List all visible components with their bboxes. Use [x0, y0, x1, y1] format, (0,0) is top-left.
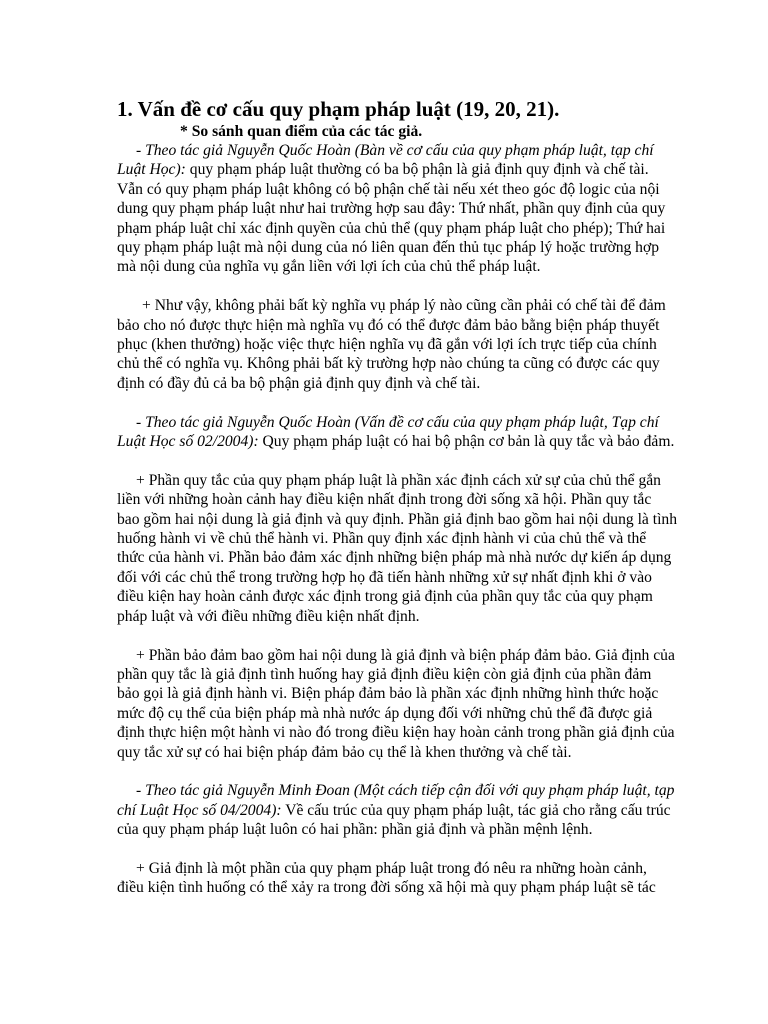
paragraph-5-text: + Phần bảo đảm bao gồm hai nội dung là giả định và biện pháp đảm bảo. Giả định của phần quy tắc là giả định tình huống hay giả định điều kiện còn giả định của phần đảm bảo gọi là giả định hành vi. Biện pháp đảm bảo là phần xác định những hình thức hoặc mức độ cụ thể của biện pháp mà nhà nước áp dụng đối với những chủ thể đã được giả định thực hiện một hành vi nào đó trong điều kiện hay hoàn cảnh trong phần giả định của quy tắc xử sự có hai biện pháp đảm bảo cụ thể là khen thưởng và chế tài. [117, 646, 675, 761]
paragraph-gap [117, 626, 677, 645]
paragraph-gap [117, 451, 677, 470]
paragraph-2 [117, 296, 677, 393]
paragraph-gap [117, 393, 677, 412]
paragraph-3-source: - Theo tác giả Nguyễn Quốc Hoàn (Vấn đề cơ cấu của quy phạm pháp luật, Tạp chí Luật Học số 02/2004): [117, 413, 659, 451]
paragraph-gap [117, 277, 677, 296]
document-title: 1. Vấn đề cơ cấu quy phạm pháp luật (19, 20, 21). [117, 97, 560, 121]
paragraph-4 [117, 471, 677, 626]
paragraph-5 [117, 646, 677, 762]
document-subtitle: * So sánh quan điểm của các tác giả. [180, 123, 423, 140]
paragraph-1 [117, 141, 677, 277]
paragraph-4-text: + Phần quy tắc của quy phạm pháp luật là phần xác định cách xử sự của chủ thể gắn liền với những hoàn cảnh hay điều kiện nhất định trong đời sống xã hội. Phần quy tắc bao gồm hai nội dung là giả định và quy định. Phần giả định bao gồm hai nội dung là tình huống hành vi về chủ thể hành vi. Phần quy định xác định hành vi của chủ thể và thể thức của hành vi. Phần bảo đảm xác định những biện pháp mà nhà nước dự kiến áp dụng đối với các chủ thể trong trường hợp họ đã tiến hành những xử sự nhất định khi ở vào điều kiện hay hoàn cảnh được xác định trong giả định của phần quy tắc của quy phạm pháp luật và với điều những điều kiện nhất định. [117, 471, 678, 625]
paragraph-gap [117, 762, 677, 781]
paragraph-2-text: + Như vậy, không phải bất kỳ nghĩa vụ pháp lý nào cũng cần phải có chế tài để đảm bảo cho nó được thực hiện mà nghĩa vụ đó có thể được đảm bảo bằng biện pháp thuyết phục (khen thưởng) hoặc việc thực hiện nghĩa vụ đã gắn với lợi ích trực tiếp của chính chủ thể có nghĩa vụ. Không phải bất kỳ trường hợp nào chúng ta cũng có được các quy định có đầy đủ cả ba bộ phận giả định quy định và chế tài. [117, 297, 666, 392]
document-page [117, 96, 677, 898]
paragraph-1-source: - Theo tác giả Nguyễn Quốc Hoàn (Bàn về cơ cấu của quy phạm pháp luật, tạp chí Luật Học): [117, 142, 654, 179]
paragraph-7-text: + Giả định là một phần của quy phạm pháp luật trong đó nêu ra những hoàn cảnh, điều kiện tình huống có thể xảy ra trong đời sống xã hội mà quy phạm pháp luật sẽ tác [117, 859, 656, 897]
paragraph-7 [117, 859, 677, 898]
paragraph-3-text: Quy phạm pháp luật có hai bộ phận cơ bản là quy tắc và bảo đảm. [258, 433, 675, 451]
paragraph-6-text: Về cấu trúc của quy phạm pháp luật, tác giả cho rằng cấu trúc của quy phạm pháp luật luôn có hai phần: phần giả định và phần mệnh lệnh. [117, 801, 671, 839]
paragraph-3 [117, 413, 677, 452]
paragraph-6 [117, 781, 677, 839]
paragraph-1-text: quy phạm pháp luật thường có ba bộ phận là giả định quy định và chế tài. Vẫn có quy phạm pháp luật không có bộ phận chế tài nếu xét theo góc độ logic của nội dung quy phạm pháp luật như hai trường hợp sau đây: Thứ nhất, phần quy định của quy phạm pháp luật chỉ xác định quyền của chủ thể (quy phạm pháp luật cho phép); Thứ hai quy phạm pháp luật mà nội dung của nó liên quan đến thủ tục pháp lý hoặc trường hợp mà nội dung của nghĩa vụ gắn liền với lợi ích của chủ thể pháp luật. [117, 161, 666, 276]
paragraph-gap [117, 840, 677, 859]
paragraph-6-source: - Theo tác giả Nguyễn Minh Đoan (Một cách tiếp cận đối với quy phạm pháp luật, tạp chí Luật Học số 04/2004): [117, 782, 675, 819]
